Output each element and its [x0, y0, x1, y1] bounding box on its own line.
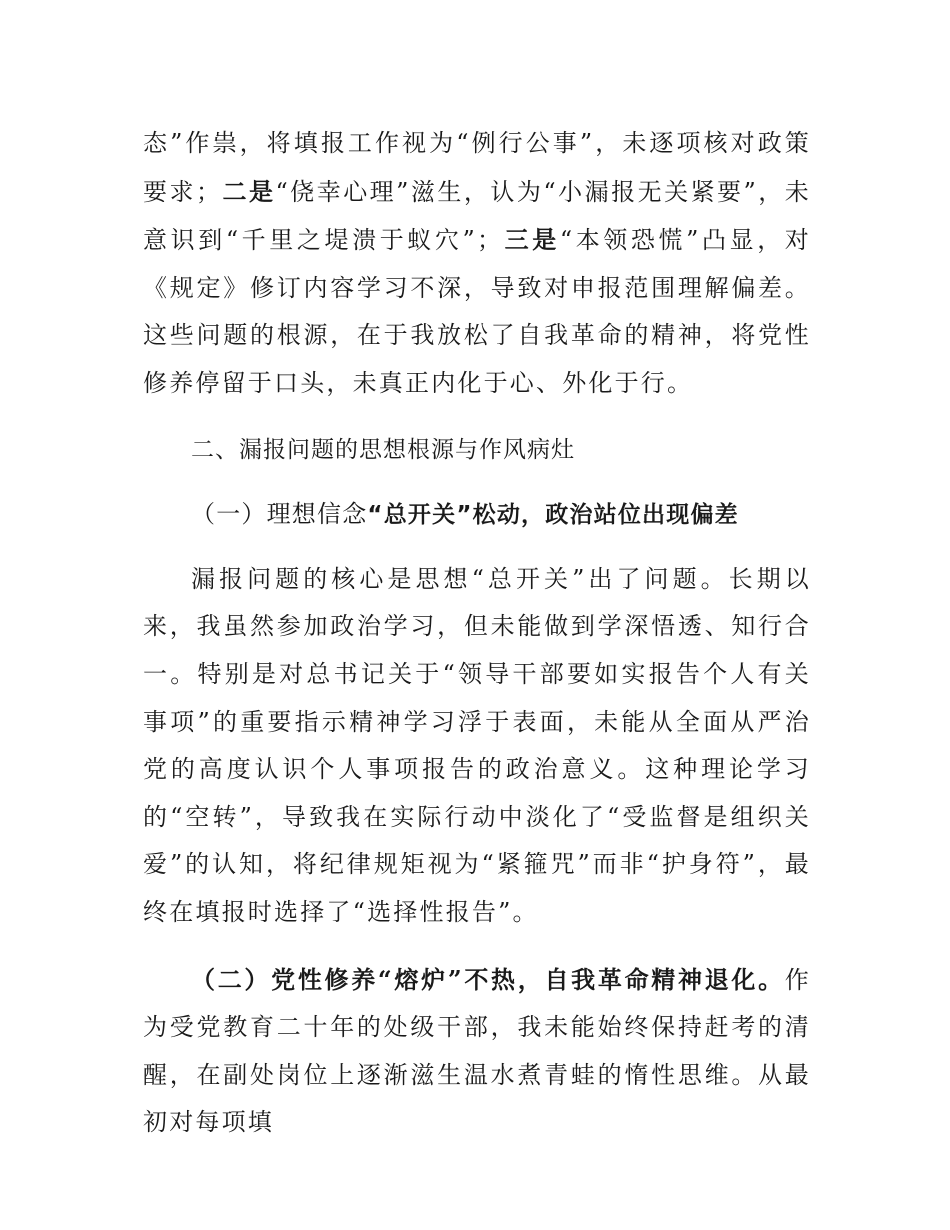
paragraph-party-spirit	[143, 956, 811, 1147]
subsection-heading-2-inline: （二）党性修养“熔炉”不热，自我革命精神退化。	[191, 964, 785, 994]
document-page	[143, 120, 811, 1147]
paragraph-text: 态”作祟，将填报工作视为“例行公事”，未逐项核对政策要求；	[143, 129, 811, 206]
paragraph-text: 作为受党教育二十年的处级干部，我未能始终保持赶考的清醒，在副处岗位上逐渐滋生温水煮青蛙的惰性思维。从最初对每项填	[143, 965, 811, 1137]
subsection-heading-1	[143, 491, 811, 540]
subsection-title-bold: “总开关”松动，政治站位出现偏差	[367, 502, 739, 529]
paragraph-ideology: 漏报问题的核心是思想“总开关”出了问题。长期以来，我虽然参加政治学习，但未能做到学深悟透、知行合一。特别是对总书记关于“领导干部要如实报告个人有关事项”的重要指示精神学习浮于表面，未能从全面从严治党的高度认识个人事项报告的政治意义。这种理论学习的“空转”，导致我在实际行动中淡化了“受监督是组织关爱”的认知，将纪律规矩视为“紧箍咒”而非“护身符”，最终在填报时选择了“选择性报告”。	[143, 564, 811, 926]
subsection-prefix: （一）理想信念	[191, 500, 368, 529]
bold-marker-three: 三是	[503, 225, 560, 255]
paragraph-text: “本领恐慌”凸显，对《规定》修订内容学习不深，导致对申报范围理解偏差。这些问题的根源，在于我放松了自我革命的精神，将党性修养停留于口头，未真正内化于心、外化于行。	[143, 226, 812, 397]
paragraph-text: “侥幸心理”滋生，认为“小漏报无关紧要”，未意识到“千里之堤溃于蚁穴”；	[143, 177, 811, 255]
paragraph-root-cause	[143, 120, 811, 408]
bold-marker-two: 二是	[222, 176, 276, 206]
section-heading-2: 二、漏报问题的思想根源与作风病灶	[191, 436, 575, 463]
